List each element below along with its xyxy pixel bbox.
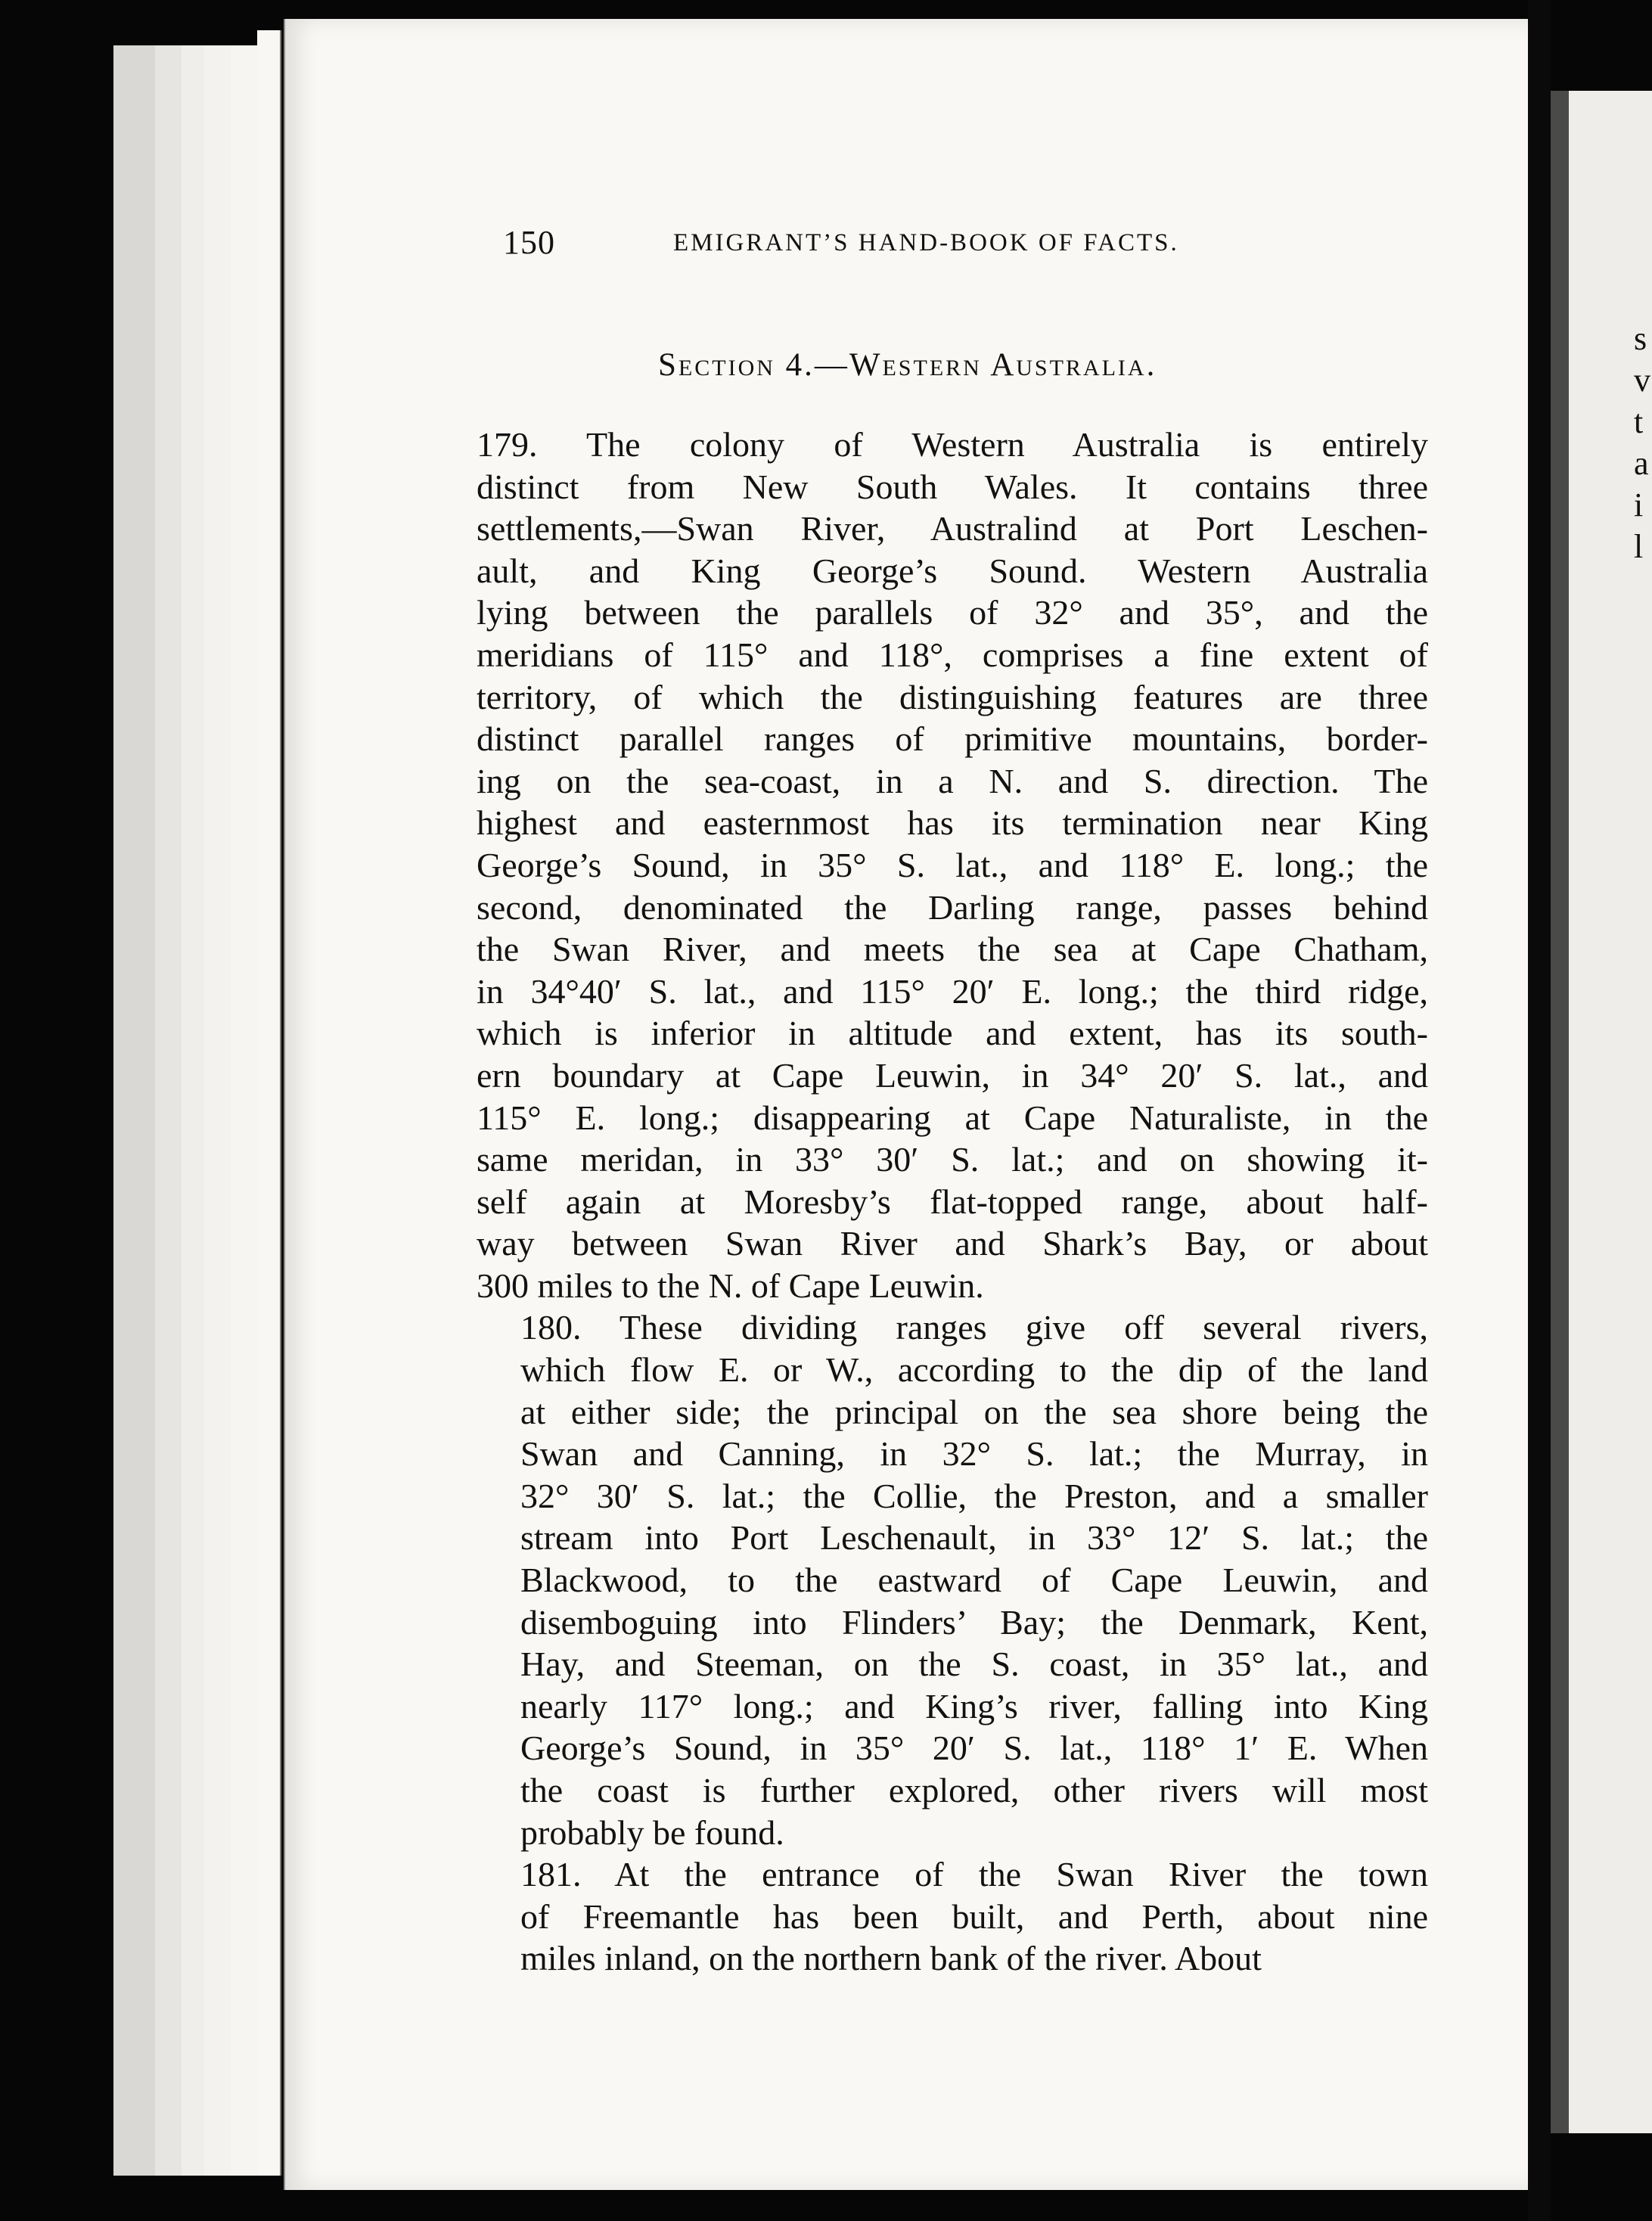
text-line: miles inland, on the northern bank of the river. About xyxy=(520,1939,1262,1978)
text-line: settlements,—Swan River, Australind at Port Leschen- xyxy=(477,509,1428,548)
text-line: way between Swan River and Shark’s Bay, or about xyxy=(477,1224,1428,1263)
text-line: stream into Port Leschenault, in 33° 12′ S. lat.; the xyxy=(520,1518,1428,1558)
text-line: the coast is further explored, other rivers will most xyxy=(520,1771,1428,1809)
text-line: second, denominated the Darling range, passes behind xyxy=(477,887,1428,927)
facing-letter: l xyxy=(1634,528,1644,565)
facing-letter: i xyxy=(1634,486,1644,523)
facing-letter: a xyxy=(1634,445,1649,482)
text-line: lying between the parallels of 32° and 35°, and the xyxy=(477,593,1428,632)
text-line: territory, of which the distinguishing features are three xyxy=(477,677,1428,716)
text-line: 179. The colony of Western Australia is entirely xyxy=(477,425,1428,464)
text-line: Blackwood, to the eastward of Cape Leuwin, and xyxy=(520,1561,1428,1600)
running-header xyxy=(503,223,1259,269)
paragraph-179 xyxy=(477,424,1428,1306)
page-number: 150 xyxy=(503,224,555,261)
facing-letter: s xyxy=(1634,320,1647,357)
text-line: at either side; the principal on the sea shore being the xyxy=(520,1392,1428,1431)
paragraph-180 xyxy=(477,1306,1428,1853)
text-line: George’s Sound, in 35° S. lat., and 118° E. long.; the xyxy=(477,845,1428,884)
text-line: of Freemantle has been built, and Perth, about nine xyxy=(520,1896,1428,1936)
text-line: distinct parallel ranges of primitive mountains, border- xyxy=(477,719,1428,759)
text-line: nearly 117° long.; and King’s river, falling into King xyxy=(520,1686,1428,1726)
text-line: meridians of 115° and 118°, comprises a fine extent of xyxy=(477,635,1428,674)
facing-page-text xyxy=(1634,318,1652,567)
text-line: probably be found. xyxy=(520,1813,784,1852)
text-line: 300 miles to the N. of Cape Leuwin. xyxy=(477,1266,984,1305)
text-line: ern boundary at Cape Leuwin, in 34° 20′ S. lat., and xyxy=(477,1055,1428,1095)
text-line: 181. At the entrance of the Swan River the town xyxy=(520,1855,1428,1894)
text-line: the Swan River, and meets the sea at Cape Chatham, xyxy=(477,930,1428,969)
text-line: which is inferior in altitude and extent, has its south- xyxy=(477,1014,1428,1053)
text-line: same meridan, in 33° 30′ S. lat.; and on showing it- xyxy=(477,1140,1428,1179)
text-line: ault, and King George’s Sound. Western Australia xyxy=(477,551,1428,590)
section-heading: Section 4.—Western Australia. xyxy=(658,347,1157,383)
text-line: disemboguing into Flinders’ Bay; the Denmark, Kent, xyxy=(520,1602,1428,1642)
text-line: in 34°40′ S. lat., and 115° 20′ E. long.; the third ridge, xyxy=(477,971,1428,1011)
text-line: which flow E. or W., according to the dip of the land xyxy=(520,1350,1428,1390)
text-line: 32° 30′ S. lat.; the Collie, the Preston, and a smaller xyxy=(520,1476,1428,1515)
paragraph-181 xyxy=(477,1853,1428,1980)
body-text xyxy=(477,424,1428,1980)
text-line: distinct from New South Wales. It contains three xyxy=(477,467,1428,506)
book-gutter xyxy=(1528,0,1551,2221)
facing-letter: t xyxy=(1634,403,1644,440)
text-line: 180. These dividing ranges give off several rivers, xyxy=(520,1308,1428,1347)
text-line: highest and easternmost has its termination near King xyxy=(477,803,1428,843)
facing-letter: v xyxy=(1634,362,1650,399)
running-title: EMIGRANT’S HAND-BOOK OF FACTS. xyxy=(673,229,1179,256)
page-edge xyxy=(257,30,281,2176)
text-line: self again at Moresby’s flat-topped range, about half- xyxy=(477,1182,1428,1221)
text-line: ing on the sea-coast, in a N. and S. direction. The xyxy=(477,761,1428,800)
page-edge xyxy=(113,45,160,2176)
text-line: George’s Sound, in 35° 20′ S. lat., 118° 1′ E. When xyxy=(520,1729,1428,1768)
text-line: Hay, and Steeman, on the S. coast, in 35° lat., and xyxy=(520,1645,1428,1684)
text-line: Swan and Canning, in 32° S. lat.; the Murray, in xyxy=(520,1434,1428,1474)
text-line: 115° E. long.; disappearing at Cape Naturaliste, in the xyxy=(477,1098,1428,1137)
